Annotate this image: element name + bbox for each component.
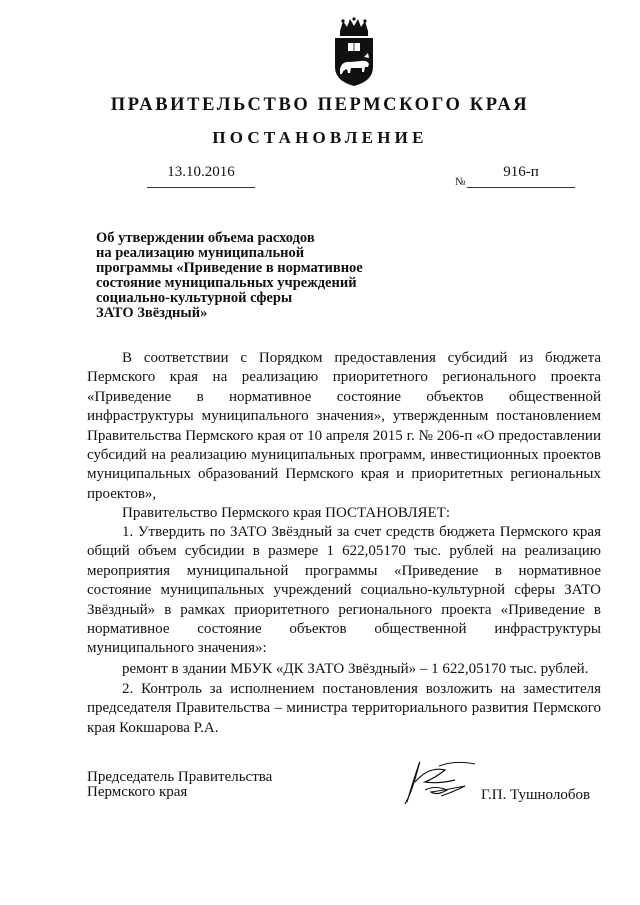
subject-line: на реализацию муниципальной	[96, 245, 305, 261]
signatory-name: Г.П. Тушнолобов	[481, 787, 591, 803]
subject-line: социально-культурной сферы	[96, 290, 293, 306]
subject-line: программы «Приведение в нормативное	[96, 260, 363, 276]
document-date: 13.10.2016	[147, 164, 255, 188]
government-title: ПРАВИТЕЛЬСТВО ПЕРМСКОГО КРАЯ	[110, 95, 530, 115]
subject-line: Об утверждении объема расходов	[96, 230, 315, 246]
signatory-title-line: Пермского края	[87, 784, 188, 800]
signatory-title	[87, 770, 272, 800]
signatory-title-line: Председатель Правительства	[87, 769, 273, 785]
document-type: ПОСТАНОВЛЕНИЕ	[212, 128, 428, 147]
handwritten-signature-icon	[395, 752, 485, 812]
number-sign: №	[455, 176, 466, 188]
subject-line: состояние муниципальных учреждений	[96, 275, 357, 291]
repair-item-paragraph: ремонт в здании МБУК «ДК ЗАТО Звёздный» – 1 622,05170 тыс. рублей.	[122, 661, 589, 677]
coat-of-arms-icon	[331, 17, 377, 87]
document-number: 916-п	[467, 164, 575, 188]
item-2-paragraph: 2. Контроль за исполнением постановления возложить на заместителя председателя Правительства – министра территориального развития Пермского края Кокшарова Р.А.	[87, 681, 601, 736]
resolution-paragraph: Правительство Пермского края ПОСТАНОВЛЯЕТ:	[122, 505, 451, 521]
subject-line: ЗАТО Звёздный»	[96, 305, 208, 321]
preamble-paragraph: В соответствии с Порядком предоставления субсидий из бюджета Пермского края на реализацию приоритетного регионального проекта «Приведение в нормативное состояние объектов общественной инфраструктуры муниципального значения», утвержденным постановлением Правительства Пермского края от 10 апреля 2015 г. № 206-п «О предоставлении субсидий на реализацию муниципальных программ, инвестиционных проектов муниципальных образований Пермского края и приоритетных региональных проектов»,	[87, 350, 601, 502]
item-1-paragraph: 1. Утвердить по ЗАТО Звёздный за счет средств бюджета Пермского края общий объем субсидии в размере 1 622,05170 тыс. рублей на реализацию мероприятия муниципальной программы «Приведение в нормативное состояние муниципальных учреждений социально-культурной сферы ЗАТО Звёздный» в рамках приоритетного регионального проекта «Приведение в нормативное состояние объектов общественной инфраструктуры муниципального значения»:	[87, 524, 601, 657]
